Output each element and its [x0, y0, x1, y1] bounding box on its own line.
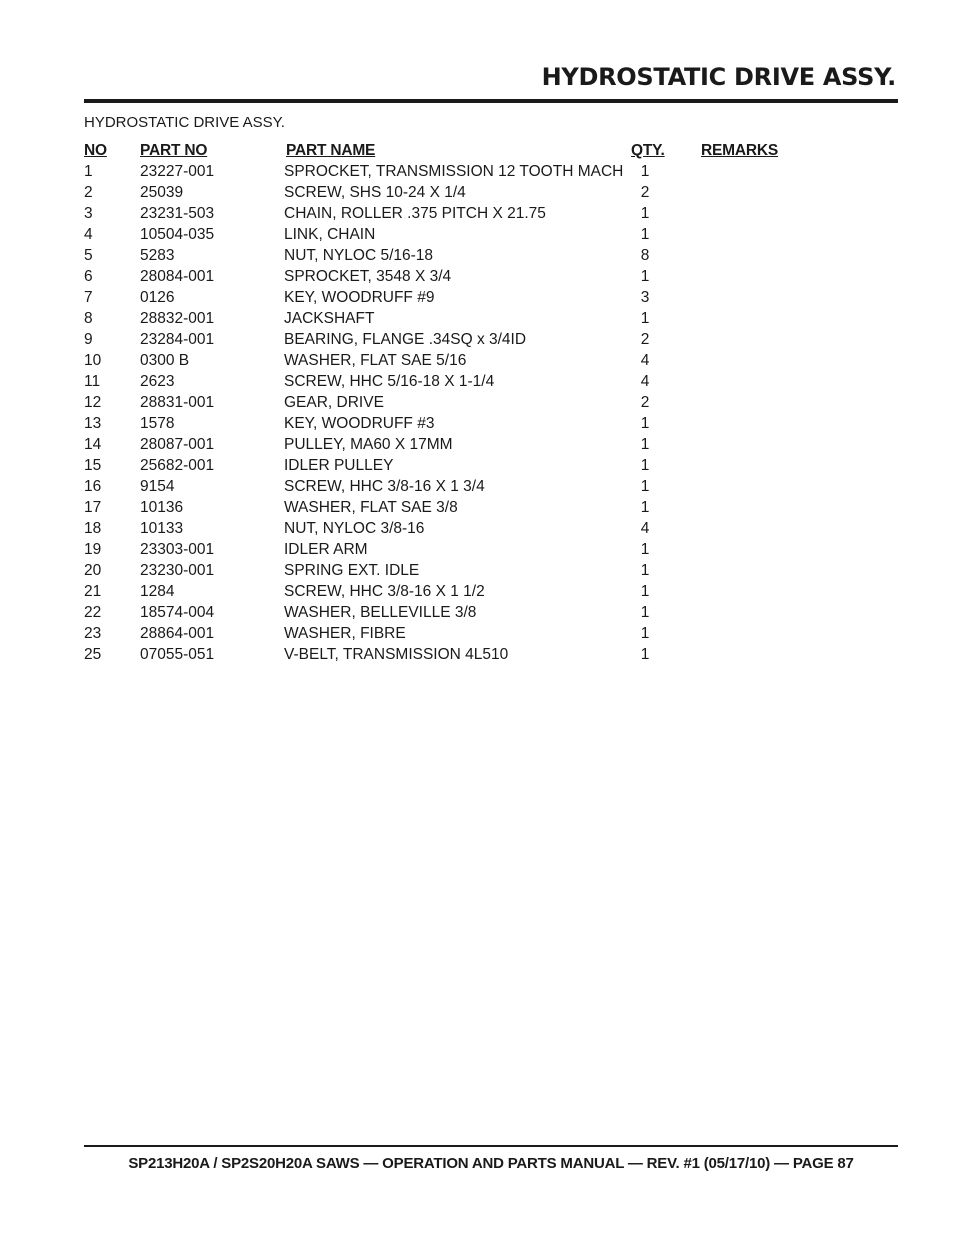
- cell-part-name: NUT, NYLOC 3/8-16: [284, 520, 425, 537]
- column-header-part-name: PART NAME: [286, 142, 376, 159]
- table-row: [84, 518, 804, 539]
- cell-qty: 1: [640, 625, 650, 642]
- cell-qty: 1: [640, 541, 650, 558]
- footer-divider: [84, 1145, 898, 1147]
- cell-no: 9: [84, 331, 93, 348]
- cell-part-no: 23230-001: [140, 562, 215, 579]
- cell-part-no: 10136: [140, 499, 184, 516]
- cell-part-name: GEAR, DRIVE: [284, 394, 384, 411]
- cell-qty: 2: [640, 184, 650, 201]
- cell-no: 25: [84, 646, 102, 663]
- cell-part-no: 28084-001: [140, 268, 215, 285]
- cell-part-name: SPROCKET, 3548 X 3/4: [284, 268, 452, 285]
- cell-part-no: 0126: [140, 289, 175, 306]
- cell-no: 7: [84, 289, 93, 306]
- page-title: HYDROSTATIC DRIVE ASSY.: [541, 63, 896, 91]
- cell-part-no: 28832-001: [140, 310, 215, 327]
- table-row: [84, 287, 804, 308]
- cell-part-name: WASHER, FIBRE: [284, 625, 406, 642]
- cell-part-no: 23227-001: [140, 163, 215, 180]
- cell-part-name: BEARING, FLANGE .34SQ x 3/4ID: [284, 331, 527, 348]
- cell-qty: 1: [640, 457, 650, 474]
- table-row: [84, 371, 804, 392]
- cell-part-no: 23303-001: [140, 541, 215, 558]
- cell-part-no: 10133: [140, 520, 184, 537]
- cell-no: 23: [84, 625, 102, 642]
- cell-part-no: 5283: [140, 247, 175, 264]
- cell-qty: 2: [640, 394, 650, 411]
- cell-no: 5: [84, 247, 93, 264]
- cell-qty: 1: [640, 604, 650, 621]
- cell-no: 12: [84, 394, 102, 411]
- cell-no: 3: [84, 205, 93, 222]
- cell-part-name: SCREW, HHC 5/16-18 X 1-1/4: [284, 373, 495, 390]
- cell-part-no: 07055-051: [140, 646, 215, 663]
- cell-no: 1: [84, 163, 93, 180]
- table-row: [84, 224, 804, 245]
- cell-no: 19: [84, 541, 102, 558]
- table-header-row: [84, 140, 804, 161]
- cell-qty: 1: [640, 646, 650, 663]
- table-row: [84, 329, 804, 350]
- table-row: [84, 413, 804, 434]
- cell-part-no: 9154: [140, 478, 175, 495]
- cell-qty: 1: [640, 226, 650, 243]
- cell-part-no: 23284-001: [140, 331, 215, 348]
- cell-qty: 4: [640, 352, 650, 369]
- cell-no: 11: [84, 373, 101, 390]
- cell-part-no: 10504-035: [140, 226, 215, 243]
- cell-qty: 1: [640, 268, 650, 285]
- cell-no: 18: [84, 520, 102, 537]
- cell-no: 17: [84, 499, 102, 516]
- cell-part-no: 25039: [140, 184, 184, 201]
- cell-part-no: 0300 B: [140, 352, 190, 369]
- footer-text: SP213H20A / SP2S20H20A SAWS — OPERATION AND PARTS MANUAL — REV. #1 (05/17/10) — PAGE 87: [128, 1155, 854, 1172]
- table-row: [84, 203, 804, 224]
- table-row: [84, 581, 804, 602]
- table-row: [84, 455, 804, 476]
- table-row: [84, 434, 804, 455]
- table-row: [84, 560, 804, 581]
- cell-qty: 1: [640, 163, 650, 180]
- section-label: HYDROSTATIC DRIVE ASSY.: [84, 114, 285, 131]
- cell-qty: 1: [640, 478, 650, 495]
- table-row: [84, 539, 804, 560]
- table-row: [84, 644, 804, 665]
- cell-part-name: IDLER PULLEY: [284, 457, 394, 474]
- cell-no: 6: [84, 268, 93, 285]
- table-row: [84, 245, 804, 266]
- cell-part-name: WASHER, BELLEVILLE 3/8: [284, 604, 477, 621]
- cell-qty: 2: [640, 331, 650, 348]
- cell-part-name: KEY, WOODRUFF #3: [284, 415, 435, 432]
- cell-part-name: PULLEY, MA60 X 17MM: [284, 436, 453, 453]
- cell-part-no: 25682-001: [140, 457, 215, 474]
- cell-part-name: WASHER, FLAT SAE 3/8: [284, 499, 458, 516]
- cell-part-name: SCREW, HHC 3/8-16 X 1 1/2: [284, 583, 485, 600]
- cell-part-name: SCREW, HHC 3/8-16 X 1 3/4: [284, 478, 485, 495]
- table-row: [84, 350, 804, 371]
- cell-part-name: SCREW, SHS 10-24 X 1/4: [284, 184, 466, 201]
- cell-no: 10: [84, 352, 102, 369]
- cell-part-no: 28864-001: [140, 625, 215, 642]
- cell-part-name: SPRING EXT. IDLE: [284, 562, 420, 579]
- cell-qty: 8: [640, 247, 650, 264]
- column-header-qty: QTY.: [631, 142, 665, 159]
- cell-qty: 1: [640, 499, 650, 516]
- cell-no: 4: [84, 226, 93, 243]
- cell-no: 22: [84, 604, 102, 621]
- cell-part-no: 1284: [140, 583, 175, 600]
- cell-part-name: SPROCKET, TRANSMISSION 12 TOOTH MACH: [284, 163, 624, 180]
- table-row: [84, 161, 804, 182]
- cell-part-name: KEY, WOODRUFF #9: [284, 289, 435, 306]
- cell-no: 15: [84, 457, 102, 474]
- table-body: [84, 161, 804, 665]
- cell-part-no: 28831-001: [140, 394, 215, 411]
- table-row: [84, 602, 804, 623]
- column-header-part-no: PART NO: [140, 142, 208, 159]
- cell-no: 13: [84, 415, 102, 432]
- cell-part-no: 28087-001: [140, 436, 215, 453]
- cell-qty: 3: [640, 289, 650, 306]
- cell-qty: 1: [640, 310, 650, 327]
- cell-part-name: IDLER ARM: [284, 541, 368, 558]
- cell-no: 20: [84, 562, 102, 579]
- table-row: [84, 623, 804, 644]
- cell-qty: 1: [640, 583, 650, 600]
- cell-no: 2: [84, 184, 93, 201]
- cell-part-name: V-BELT, TRANSMISSION 4L510: [284, 646, 509, 663]
- cell-part-name: LINK, CHAIN: [284, 226, 376, 243]
- cell-part-name: WASHER, FLAT SAE 5/16: [284, 352, 467, 369]
- cell-qty: 4: [640, 373, 650, 390]
- column-header-remarks: REMARKS: [701, 142, 778, 159]
- table-row: [84, 476, 804, 497]
- cell-part-name: JACKSHAFT: [284, 310, 375, 327]
- table-row: [84, 266, 804, 287]
- cell-part-no: 23231-503: [140, 205, 215, 222]
- parts-table: [84, 140, 804, 665]
- title-divider: [84, 99, 898, 103]
- cell-no: 8: [84, 310, 93, 327]
- cell-qty: 1: [640, 562, 650, 579]
- cell-qty: 4: [640, 520, 650, 537]
- cell-qty: 1: [640, 205, 650, 222]
- cell-part-no: 1578: [140, 415, 175, 432]
- column-header-no: NO: [84, 142, 107, 159]
- table-row: [84, 392, 804, 413]
- cell-qty: 1: [640, 415, 650, 432]
- cell-no: 21: [84, 583, 102, 600]
- table-row: [84, 308, 804, 329]
- table-row: [84, 497, 804, 518]
- cell-part-no: 18574-004: [140, 604, 215, 621]
- cell-no: 14: [84, 436, 102, 453]
- cell-qty: 1: [640, 436, 650, 453]
- cell-part-name: NUT, NYLOC 5/16-18: [284, 247, 434, 264]
- cell-part-name: CHAIN, ROLLER .375 PITCH X 21.75: [284, 205, 546, 222]
- table-row: [84, 182, 804, 203]
- cell-part-no: 2623: [140, 373, 175, 390]
- cell-no: 16: [84, 478, 102, 495]
